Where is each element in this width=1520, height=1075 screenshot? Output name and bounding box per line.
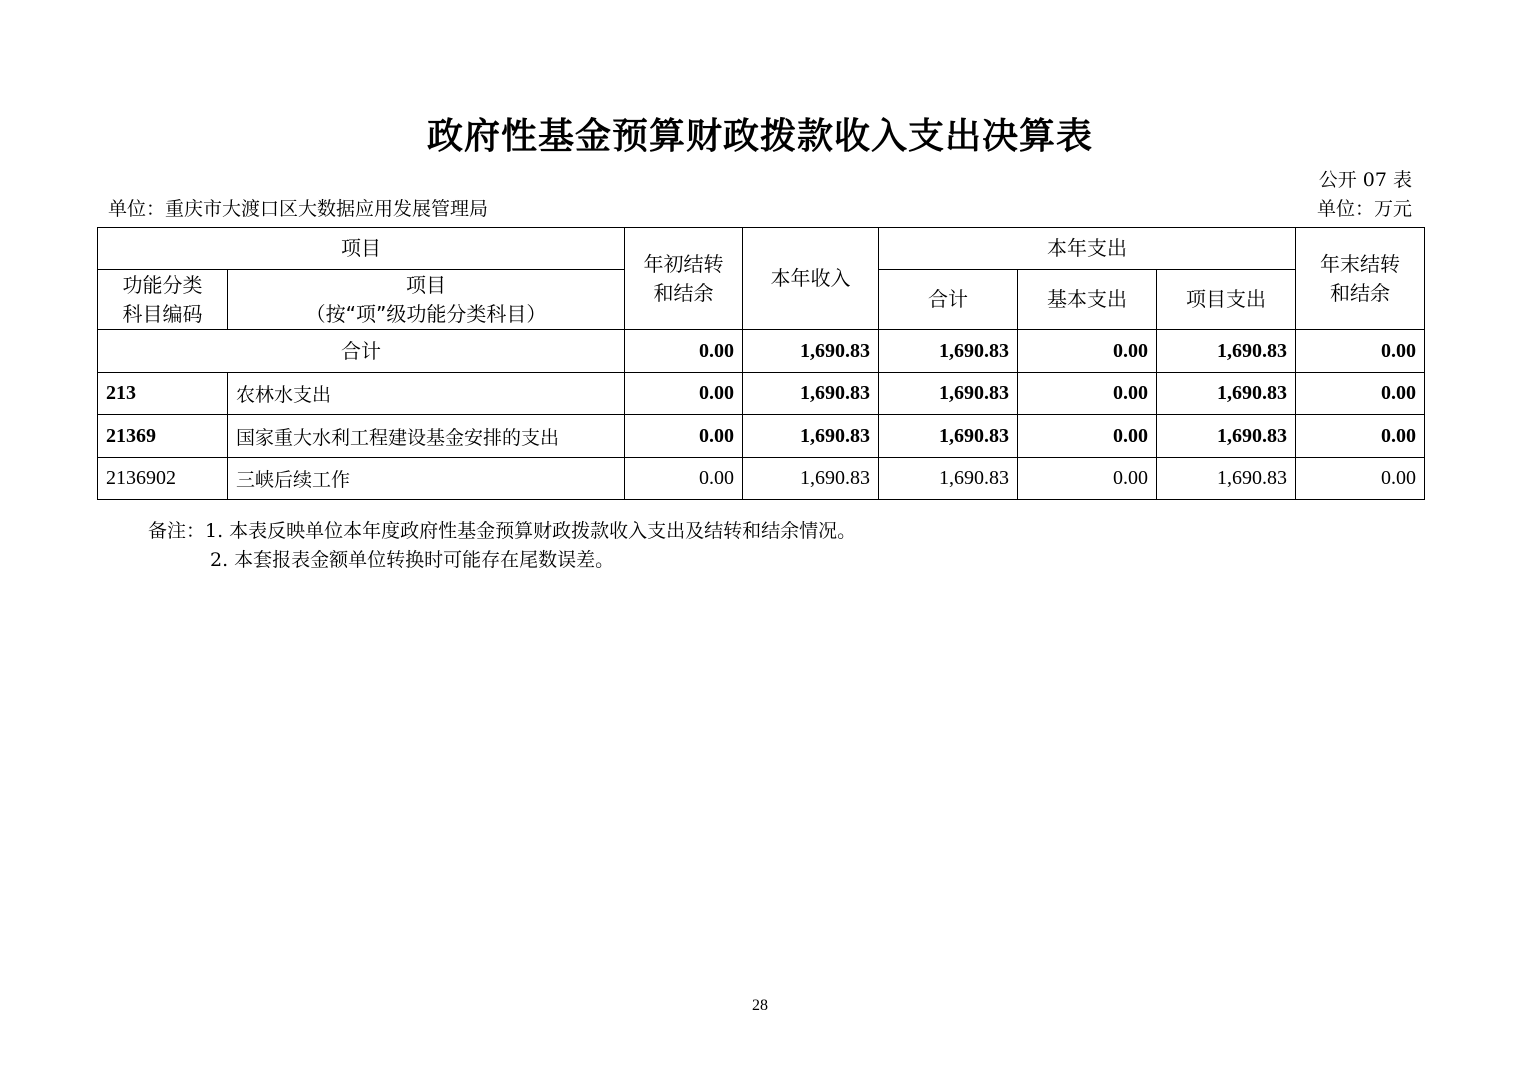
row-income: 1,690.83 bbox=[743, 458, 879, 500]
row-income: 1,690.83 bbox=[743, 415, 879, 458]
row-name: 国家重大水利工程建设基金安排的支出 bbox=[228, 415, 625, 458]
row-exp-project: 1,690.83 bbox=[1157, 458, 1296, 500]
row-exp-basic: 0.00 bbox=[1018, 415, 1157, 458]
header-name-line2: （按“项”级功能分类科目） bbox=[305, 301, 547, 326]
total-exp-basic: 0.00 bbox=[1018, 330, 1157, 373]
header-income: 本年收入 bbox=[743, 228, 879, 330]
row-code: 213 bbox=[98, 373, 228, 415]
currency-unit: 单位：万元 bbox=[1316, 198, 1412, 220]
note-line-2: 2. 本套报表金额单位转换时可能存在尾数误差。 bbox=[210, 549, 615, 571]
total-exp-project: 1,690.83 bbox=[1157, 330, 1296, 373]
row-exp-project: 1,690.83 bbox=[1157, 415, 1296, 458]
row-code: 21369 bbox=[98, 415, 228, 458]
row-end: 0.00 bbox=[1296, 415, 1425, 458]
reporting-unit: 单位：重庆市大渡口区大数据应用发展管理局 bbox=[108, 198, 489, 220]
fund-table bbox=[97, 227, 1425, 500]
header-exp-basic: 基本支出 bbox=[1018, 270, 1157, 330]
total-row bbox=[98, 330, 1425, 373]
row-begin: 0.00 bbox=[625, 373, 743, 415]
row-end: 0.00 bbox=[1296, 458, 1425, 500]
header-name-line1: 项目 bbox=[406, 272, 446, 297]
row-code: 2136902 bbox=[98, 458, 228, 500]
notes bbox=[148, 517, 856, 575]
page-number: 28 bbox=[752, 997, 768, 1014]
total-label: 合计 bbox=[98, 330, 625, 373]
header-name bbox=[228, 270, 625, 330]
table-row bbox=[98, 373, 1425, 415]
header-code: 功能分类 科目编码 bbox=[98, 270, 228, 330]
total-income: 1,690.83 bbox=[743, 330, 879, 373]
row-exp-basic: 0.00 bbox=[1018, 373, 1157, 415]
note-line-1: 备注：1. 本表反映单位本年度政府性基金预算财政拨款收入支出及结转和结余情况。 bbox=[148, 520, 857, 542]
row-exp-project: 1,690.83 bbox=[1157, 373, 1296, 415]
row-begin: 0.00 bbox=[625, 458, 743, 500]
table-row bbox=[98, 458, 1425, 500]
row-exp-total: 1,690.83 bbox=[879, 458, 1018, 500]
row-income: 1,690.83 bbox=[743, 373, 879, 415]
row-end: 0.00 bbox=[1296, 373, 1425, 415]
row-exp-basic: 0.00 bbox=[1018, 458, 1157, 500]
row-name: 农林水支出 bbox=[228, 373, 625, 415]
row-exp-total: 1,690.83 bbox=[879, 373, 1018, 415]
row-name: 三峡后续工作 bbox=[228, 458, 625, 500]
row-begin: 0.00 bbox=[625, 415, 743, 458]
header-exp-total: 合计 bbox=[879, 270, 1018, 330]
header-begin-balance: 年初结转 和结余 bbox=[625, 228, 743, 330]
row-exp-total: 1,690.83 bbox=[879, 415, 1018, 458]
total-exp-total: 1,690.83 bbox=[879, 330, 1018, 373]
page-title: 政府性基金预算财政拨款收入支出决算表 bbox=[426, 116, 1093, 157]
table-row bbox=[98, 415, 1425, 458]
header-exp-project: 项目支出 bbox=[1157, 270, 1296, 330]
header-end-balance: 年末结转 和结余 bbox=[1296, 228, 1425, 330]
form-number: 公开 07 表 bbox=[1318, 169, 1412, 191]
total-begin: 0.00 bbox=[625, 330, 743, 373]
header-item: 项目 bbox=[98, 228, 625, 270]
total-end: 0.00 bbox=[1296, 330, 1425, 373]
header-expense: 本年支出 bbox=[879, 228, 1296, 270]
